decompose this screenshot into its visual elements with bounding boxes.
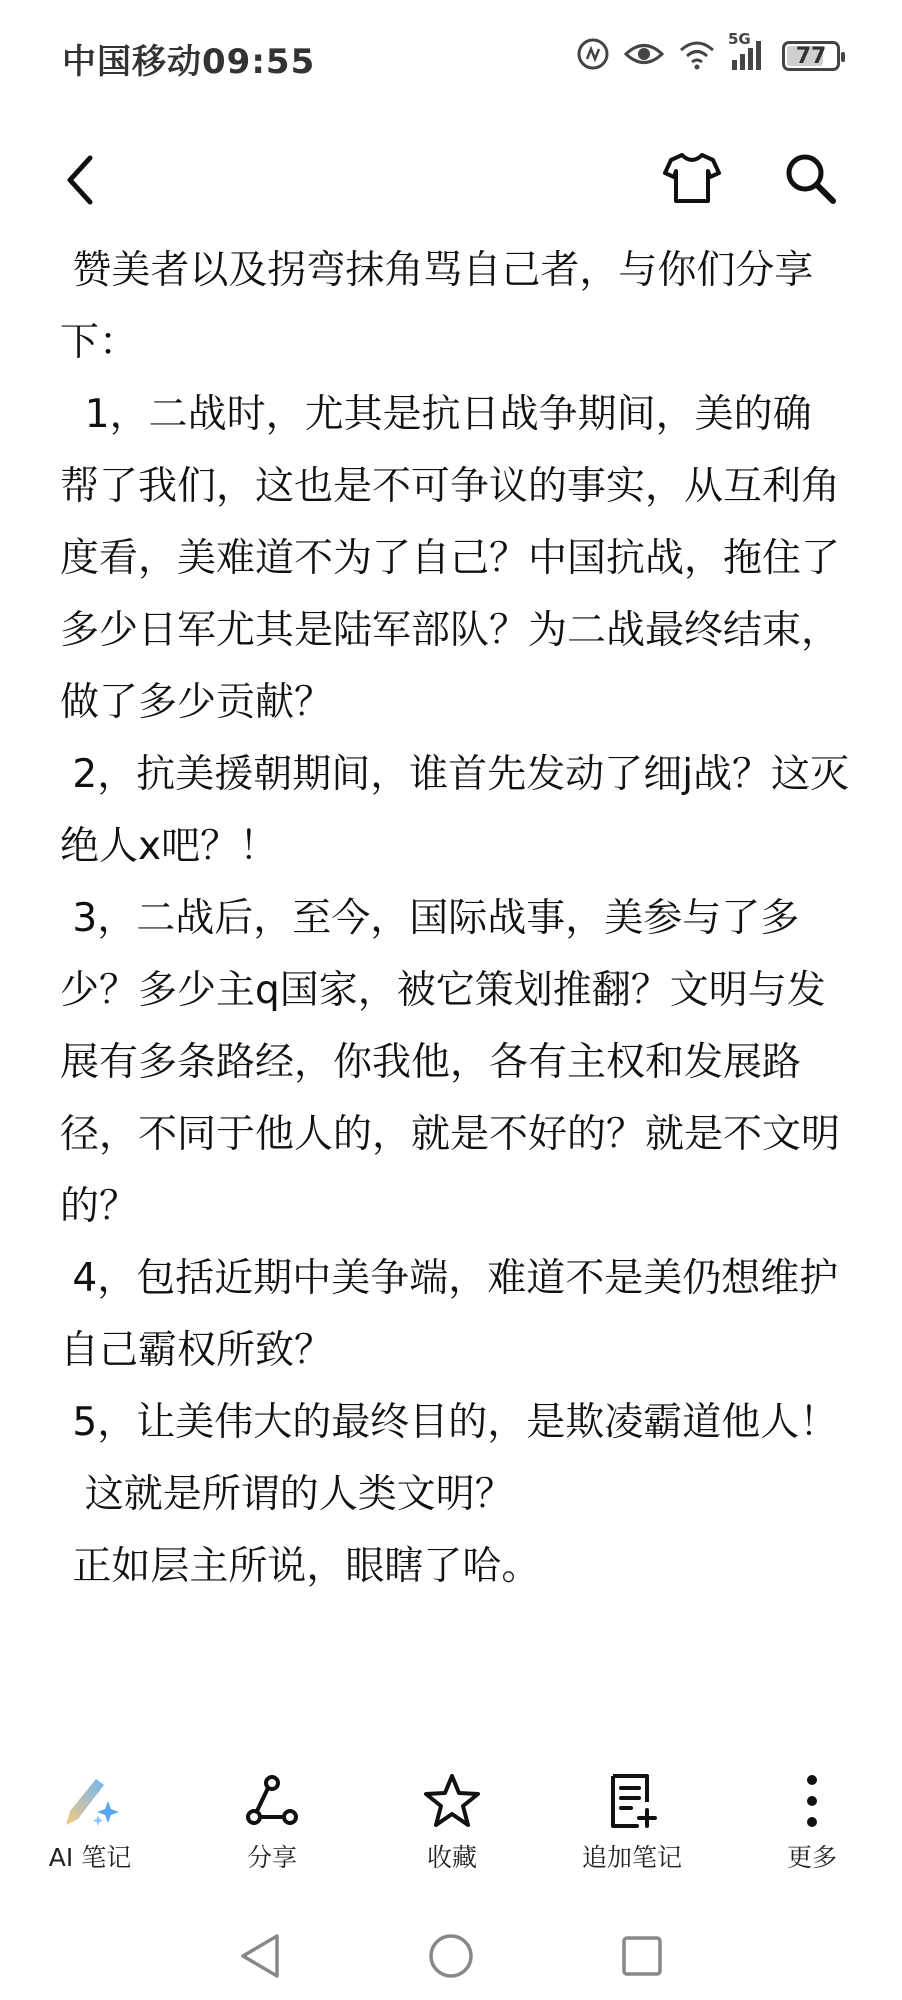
status-icons [576,30,840,78]
favorite-button[interactable] [372,1770,532,1874]
back-icon [62,154,98,206]
paragraph-point-4: 4，包括近期中美争端，难道不是美仍想维护自己霸权所致？ [60,1256,839,1373]
battery-level: 77 [795,43,827,69]
ai-note-button[interactable] [10,1770,170,1874]
add-note-button[interactable] [552,1770,712,1874]
nfc-icon [576,37,610,75]
nav-recents-button[interactable] [612,1926,672,1986]
eye-icon [624,39,664,73]
carrier-name: 中国移动 [62,42,202,82]
system-nav-bar [0,1910,902,2000]
nav-home-button[interactable] [421,1926,481,1986]
paragraph-point-1: 1，二战时，尤其是抗日战争期间，美的确帮了我们，这也是不可争议的事实，从互利角度看，美难道不为了自己？中国抗战，拖住了多少日军尤其是陆军部队？为二战最终结束，做了多少贡献？ [60,392,841,725]
share-label: 分享 [246,1843,297,1872]
paragraph-point-2: 2，抗美援朝期间，谁首先发动了细j战？这灭绝人x吧？！ [60,752,850,869]
clock-time: 09:55 [202,42,316,82]
wifi-icon [678,38,716,74]
paragraph-point-3: 3，二战后，至今，国际战事，美参与了多少？多少主q国家，被它策划推翻？文明与发展有多条路经，你我他，各有主权和发展路径，不同于他人的，就是不好的？就是不文明的？ [60,896,841,1229]
nav-home-icon [427,1932,475,1980]
share-icon [244,1773,300,1829]
share-button[interactable] [192,1770,352,1874]
note-add-icon [607,1772,657,1830]
bottom-toolbar [0,1770,902,1880]
paragraph-closing: 正如层主所说，眼瞎了哈。 [60,1544,541,1589]
search-icon [783,151,837,205]
note-content [60,235,850,1603]
shirt-icon [663,151,721,205]
paragraph-intro: 赞美者以及拐弯抹角骂自己者，与你们分享下： [60,248,814,365]
star-icon [423,1773,481,1829]
back-button[interactable] [62,140,122,220]
status-bar [0,0,902,110]
search-button[interactable] [778,138,842,218]
top-bar [0,130,902,240]
ai-note-label: AI 笔记 [48,1843,132,1872]
nav-recents-icon [620,1934,664,1978]
battery-icon [782,41,840,71]
ai-pen-icon [58,1771,122,1831]
paragraph-question: 这就是所谓的人类文明？ [60,1472,514,1517]
more-label: 更多 [786,1843,837,1872]
network-type: 5G [728,30,751,48]
favorite-label: 收藏 [426,1843,477,1872]
carrier-time [62,34,315,83]
paragraph-point-5: 5，让美伟大的最终目的，是欺凌霸道他人！ [60,1400,839,1445]
signal-icon [728,30,768,74]
nav-back-icon [237,1932,283,1980]
theme-button[interactable] [660,138,724,218]
more-vertical-icon [802,1772,822,1830]
nav-back-button[interactable] [230,1926,290,1986]
more-button[interactable] [732,1770,892,1874]
add-note-label: 追加笔记 [581,1843,682,1872]
